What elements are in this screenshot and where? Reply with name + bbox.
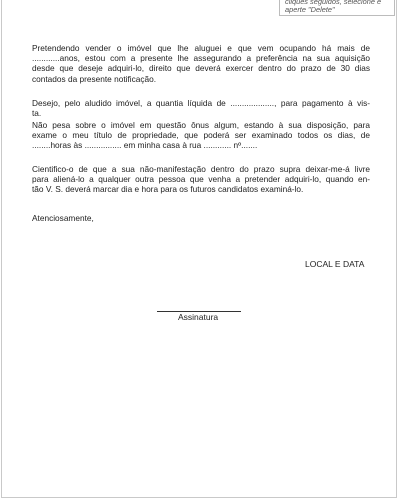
closing-salutation: Atenciosamente, — [32, 213, 94, 223]
hint-line-2: aperte "Delete" — [285, 5, 335, 14]
paragraph-property-title — [32, 120, 370, 151]
local-and-date: LOCAL E DATA — [305, 259, 365, 269]
paragraph-line: contados da presente notificação. — [32, 73, 157, 84]
paragraph-line: exame o meu título de propriedade, que poderá ser examinado todos os dias, de — [32, 130, 370, 141]
paragraph-line: Pretendendo vender o imóvel que lhe aluguei e que vem ocupando há mais de — [32, 43, 370, 53]
paragraph-price — [32, 98, 370, 118]
paragraph-line: Cientifico-o de que a sua não-manifestação dentro do prazo supra deixar-me-á livre — [32, 164, 370, 174]
signature-label: Assinatura — [178, 312, 219, 322]
paragraph-line: Desejo, pelo aludido imóvel, a quantia líquida de ..................., para pagamento à vis- — [32, 98, 370, 108]
paragraph-non-manifestation — [32, 164, 370, 195]
paragraph-line: ........horas às ................ em minha casa à rua ............ nº....... — [32, 140, 258, 151]
paragraph-line: para aliená-lo a qualquer outra pessoa que venha a pretender adquiri-lo, quando en- — [32, 174, 370, 185]
paragraph-line: tão V. S. deverá marcar dia e hora para os futuros candidatos examiná-lo. — [32, 184, 304, 195]
paragraph-line: ta. — [32, 108, 42, 119]
paragraph-line: ............anos, estou com a presente lhe assegurando a preferência na sua aquisição — [32, 53, 370, 64]
paragraph-line: desde que deseje adquiri-lo, direito que deverá exercer dentro do prazo de 30 dias — [32, 63, 370, 74]
hint-line-1: cliques seguidos, selecione e — [285, 0, 382, 6]
paragraph-line: Não pesa sobre o imóvel em questão ônus algum, estando à sua disposição, para — [32, 120, 370, 130]
instruction-hint-box — [279, 0, 395, 16]
paragraph-preference-notice — [32, 43, 370, 84]
